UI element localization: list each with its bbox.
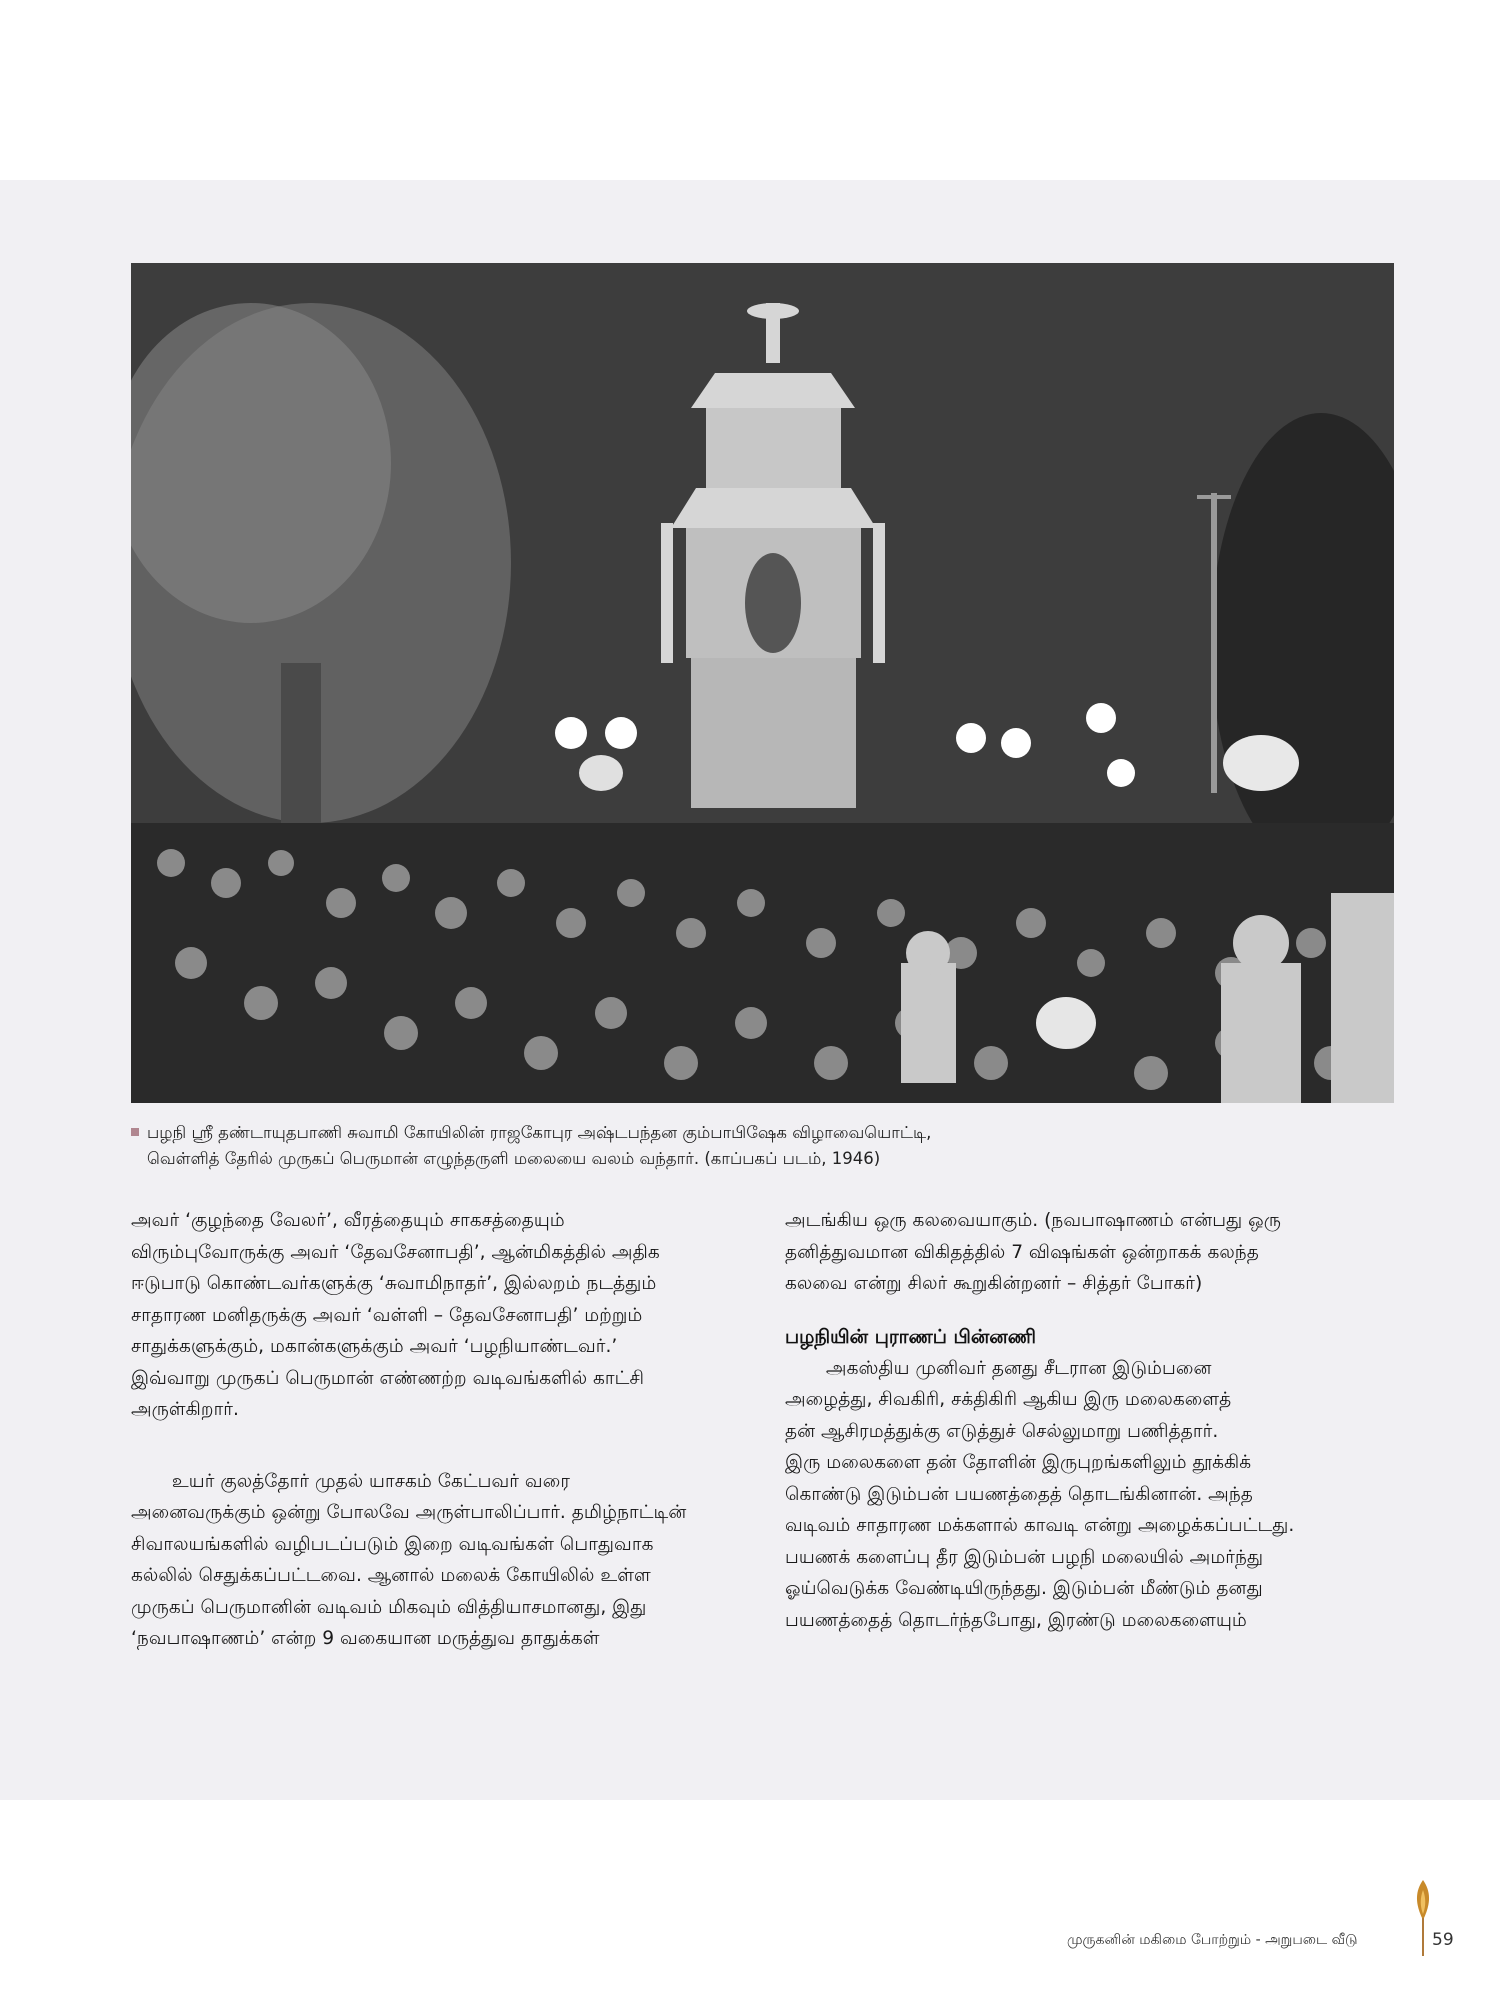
left-para1-line: சாதாரண மனிதருக்கு அவர் ‘வள்ளி – தேவசேனாபதி’ மற்றும் — [131, 1304, 643, 1326]
left-para2-line: முருகப் பெருமானின் வடிவம் மிகவும் வித்தியாசமானது, இது — [131, 1596, 647, 1618]
right-para2-line: கொண்டு இடும்பன் பயணத்தைத் தொடங்கினான். அந்த — [785, 1483, 1253, 1505]
flame-ornament-icon — [1414, 1880, 1432, 1920]
book-page — [0, 180, 1500, 1950]
running-title: முருகனின் மகிமை போற்றும் - அறுபடை வீடு — [1067, 1932, 1358, 1948]
right-para2-line: வடிவம் சாதாரண மக்களால் காவடி என்று அழைக்கப்பட்டது. — [785, 1515, 1295, 1536]
left-para1-line: ஈடுபாடு கொண்டவர்களுக்கு ‘சுவாமிநாதர்’, இல்லறம் நடத்தும் — [131, 1273, 657, 1294]
left-para1-line: விரும்புவோருக்கு அவர் ‘தேவசேனாபதி’, ஆன்மிகத்தில் அதிக — [131, 1241, 660, 1263]
right-para2-line: பயணத்தைத் தொடர்ந்தபோது, இரண்டு மலைகளையும் — [785, 1609, 1247, 1631]
right-para2-line: அழைத்து, சிவகிரி, சக்திகிரி ஆகிய இரு மலைகளைத் — [785, 1389, 1232, 1410]
photo-illustration — [131, 263, 1394, 1103]
caption-bullet-icon — [131, 1128, 139, 1136]
right-para2-line: தன் ஆசிரமத்துக்கு எடுத்துச் செல்லுமாறு பணித்தார். — [785, 1420, 1219, 1442]
photo-caption — [131, 1120, 1394, 1172]
page-number: 59 — [1432, 1930, 1454, 1950]
chariot-procession-photo — [131, 263, 1394, 1103]
section-heading: பழநியின் புராணப் பின்னணி — [785, 1325, 1036, 1348]
right-para1-line: அடங்கிய ஒரு கலவையாகும். (நவபாஷாணம் என்பது ஒரு — [785, 1210, 1281, 1231]
caption-line-1: பழநி ஸ்ரீ தண்டாயுதபாணி சுவாமி கோயிலின் ராஜகோபுர அஷ்டபந்தன கும்பாபிஷேக விழாவையொட்டி, — [147, 1123, 932, 1142]
left-para2-line: அனைவருக்கும் ஒன்று போலவே அருள்பாலிப்பார். தமிழ்நாட்டின் — [131, 1502, 687, 1523]
left-para2-line: உயர் குலத்தோர் முதல் யாசகம் கேட்பவர் வரை — [171, 1470, 570, 1492]
footer-separator — [1422, 1918, 1424, 1956]
right-para2-line: இரு மலைகளை தன் தோளின் இருபுறங்களிலும் தூக்கிக் — [785, 1452, 1252, 1473]
page-footer — [1067, 1930, 1454, 1950]
left-text-column — [131, 1205, 741, 1655]
left-para1-line: இவ்வாறு முருகப் பெருமான் எண்ணற்ற வடிவங்களில் காட்சி — [131, 1367, 645, 1389]
right-para2-line: பயணக் களைப்பு தீர இடும்பன் பழநி மலையில் அமர்ந்து — [785, 1546, 1264, 1568]
caption-line-2: வெள்ளித் தேரில் முருகப் பெருமான் எழுந்தருளி மலையை வலம் வந்தார். (காப்பகப் படம், 1946) — [147, 1149, 881, 1168]
right-text-column — [785, 1205, 1395, 1636]
left-para1-line: சாதுக்களுக்கும், மகான்களுக்கும் அவர் ‘பழநியாண்டவர்.’ — [131, 1336, 618, 1357]
right-para2-line: ஓய்வெடுக்க வேண்டியிருந்தது. இடும்பன் மீண்டும் தனது — [785, 1578, 1263, 1599]
left-para2-line: கல்லில் செதுக்கப்பட்டவை. ஆனால் மலைக் கோயிலில் உள்ள — [131, 1565, 651, 1586]
right-para2-line: அகஸ்திய முனிவர் தனது சீடரான இடும்பனை — [825, 1357, 1212, 1379]
right-para1-line: தனித்துவமான விகிதத்தில் 7 விஷங்கள் ஒன்றாகக் கலந்த — [785, 1241, 1259, 1263]
right-para1-line: கலவை என்று சிலர் கூறுகின்றனர் – சித்தர் போகர்) — [785, 1273, 1203, 1294]
left-para1-line: அருள்கிறார். — [131, 1399, 239, 1420]
left-para2-line: சிவாலயங்களில் வழிபடப்படும் இறை வடிவங்கள் பொதுவாக — [131, 1533, 654, 1555]
left-para2-line: ‘நவபாஷாணம்’ என்ற 9 வகையான மருத்துவ தாதுக்கள் — [131, 1628, 600, 1649]
left-para1-line: அவர் ‘குழந்தை வேலர்’, வீரத்தையும் சாகசத்தையும் — [131, 1210, 565, 1231]
